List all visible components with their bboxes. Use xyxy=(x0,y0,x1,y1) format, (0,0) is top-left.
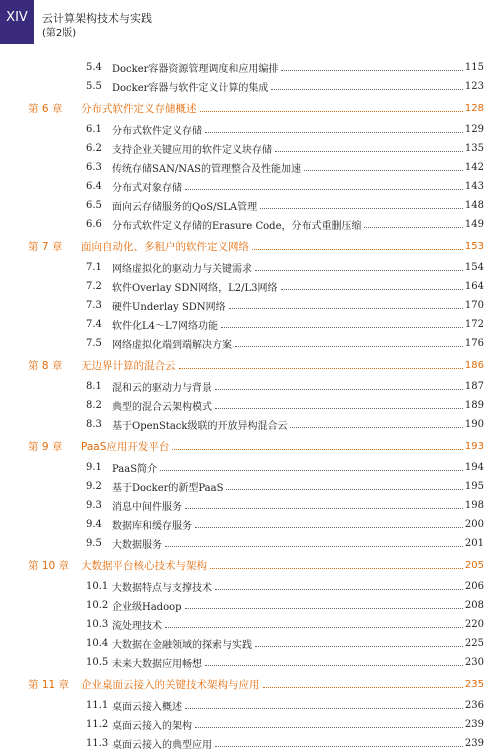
section-title: 桌面云接入的架构 xyxy=(112,721,192,732)
section-title: 大数据特点与支撑技术 xyxy=(112,583,212,594)
toc-entry-row xyxy=(0,577,500,596)
section-title: 基于OpenStack级联的开放异构混合云 xyxy=(112,421,288,432)
dot-leader xyxy=(290,427,462,428)
section-page: 148 xyxy=(464,200,484,211)
section-page: 172 xyxy=(464,319,484,330)
section-number: 5.4 xyxy=(86,62,102,73)
section-number: 9.3 xyxy=(86,500,102,511)
chapter-title: 无边界计算的混合云 xyxy=(81,359,176,372)
section-title: Docker容器与软件定义计算的集成 xyxy=(112,83,269,94)
section-title: 典型的混合云架构模式 xyxy=(112,402,212,413)
chapter-number: 第 11 章 xyxy=(28,678,70,691)
section-page: 230 xyxy=(464,657,484,668)
chapter-page: 193 xyxy=(464,440,484,452)
section-page: 198 xyxy=(464,500,484,511)
dot-leader xyxy=(185,708,463,709)
chapter-number: 第 7 章 xyxy=(28,240,63,253)
section-page: 225 xyxy=(464,638,484,649)
section-page: 149 xyxy=(464,219,484,230)
section-page: 195 xyxy=(464,481,484,492)
section-page: 236 xyxy=(464,700,484,711)
section-page: 190 xyxy=(464,419,484,430)
chapter-page: 186 xyxy=(464,359,484,371)
section-title: 大数据服务 xyxy=(112,540,162,551)
dot-leader xyxy=(281,289,463,290)
dot-leader xyxy=(364,227,462,228)
toc-entry-row xyxy=(0,258,500,277)
toc-entry-row xyxy=(0,515,500,534)
dot-leader xyxy=(275,151,463,152)
section-page: 239 xyxy=(464,738,484,749)
toc-entry-row xyxy=(0,58,500,77)
toc-chapter-row xyxy=(0,672,500,696)
book-title: 云计算架构技术与实践 xyxy=(42,12,152,25)
dot-leader xyxy=(210,568,463,569)
section-number: 6.4 xyxy=(86,181,102,192)
toc-entry-row xyxy=(0,696,500,715)
section-title: PaaS简介 xyxy=(112,464,158,475)
section-title: 分布式软件定义存储 xyxy=(112,126,202,137)
section-number: 7.2 xyxy=(86,281,102,292)
dot-leader xyxy=(215,389,463,390)
dot-leader xyxy=(160,470,463,471)
section-number: 9.5 xyxy=(86,538,102,549)
dot-leader xyxy=(215,408,463,409)
toc-chapter-row xyxy=(0,353,500,377)
dot-leader xyxy=(195,727,463,728)
section-title: Docker容器资源管理调度和应用编排 xyxy=(112,64,279,75)
section-number: 7.1 xyxy=(86,262,102,273)
dot-leader xyxy=(215,589,463,590)
dot-leader xyxy=(179,368,463,369)
dot-leader xyxy=(235,346,463,347)
section-title: 软件Overlay SDN网络，L2/L3网络 xyxy=(112,283,278,294)
section-title: 分布式对象存储 xyxy=(112,183,182,194)
dot-leader xyxy=(185,608,463,609)
section-number: 6.5 xyxy=(86,200,102,211)
section-number: 10.5 xyxy=(86,657,109,668)
section-page: 115 xyxy=(464,62,484,73)
section-page: 208 xyxy=(464,600,484,611)
section-title: 未来大数据应用畅想 xyxy=(112,659,202,670)
toc-entry-row xyxy=(0,120,500,139)
toc-entry-row xyxy=(0,715,500,734)
section-title: 传统存储SAN/NAS的管理整合及性能加速 xyxy=(112,164,302,175)
dot-leader xyxy=(226,489,462,490)
dot-leader xyxy=(229,308,463,309)
section-number: 10.3 xyxy=(86,619,109,630)
chapter-title: 分布式软件定义存储概述 xyxy=(81,102,197,115)
chapter-page: 235 xyxy=(464,678,484,690)
chapter-title: PaaS应用开发平台 xyxy=(81,440,170,453)
section-page: 189 xyxy=(464,400,484,411)
section-page: 187 xyxy=(464,381,484,392)
toc-entry-row xyxy=(0,634,500,653)
dot-leader xyxy=(205,665,463,666)
section-number: 10.2 xyxy=(86,600,109,611)
toc-entry-row xyxy=(0,196,500,215)
toc-entry-row xyxy=(0,596,500,615)
section-page: 129 xyxy=(464,124,484,135)
dot-leader xyxy=(185,508,463,509)
section-page: 143 xyxy=(464,181,484,192)
chapter-number: 第 9 章 xyxy=(28,440,63,453)
chapter-page: 128 xyxy=(464,102,484,114)
dot-leader xyxy=(172,449,463,450)
chapter-number: 第 10 章 xyxy=(28,559,70,572)
section-page: 220 xyxy=(464,619,484,630)
section-page: 176 xyxy=(464,338,484,349)
toc-entry-row xyxy=(0,458,500,477)
chapter-number: 第 8 章 xyxy=(28,359,63,372)
section-title: 桌面云接入的典型应用 xyxy=(112,740,212,751)
toc-chapter-row xyxy=(0,434,500,458)
section-number: 8.3 xyxy=(86,419,102,430)
section-title: 网络虚拟化端到端解决方案 xyxy=(112,340,232,351)
dot-leader xyxy=(260,208,463,209)
section-number: 7.3 xyxy=(86,300,102,311)
section-number: 9.4 xyxy=(86,519,102,530)
toc-entry-row xyxy=(0,296,500,315)
dot-leader xyxy=(165,627,463,628)
section-number: 10.4 xyxy=(86,638,109,649)
dot-leader xyxy=(263,687,463,688)
section-title: 软件化L4～L7网络功能 xyxy=(112,321,219,332)
section-title: 网络虚拟化的驱动力与关键需求 xyxy=(112,264,252,275)
chapter-page: 205 xyxy=(464,559,484,571)
section-page: 164 xyxy=(464,281,484,292)
dot-leader xyxy=(271,89,463,90)
chapter-title: 面向自动化、多租户的软件定义网络 xyxy=(81,240,249,253)
section-page: 200 xyxy=(464,519,484,530)
dot-leader xyxy=(195,527,463,528)
dot-leader xyxy=(221,327,463,328)
section-page: 201 xyxy=(464,538,484,549)
page-number: XIV xyxy=(6,10,28,25)
section-page: 194 xyxy=(464,462,484,473)
section-number: 8.1 xyxy=(86,381,102,392)
dot-leader xyxy=(200,111,463,112)
toc-entry-row xyxy=(0,534,500,553)
section-page: 135 xyxy=(464,143,484,154)
section-title: 消息中间件服务 xyxy=(112,502,182,513)
toc-entry-row xyxy=(0,315,500,334)
section-number: 9.2 xyxy=(86,481,102,492)
toc-entry-row xyxy=(0,77,500,96)
toc-chapter-row xyxy=(0,553,500,577)
section-number: 11.2 xyxy=(86,719,109,730)
section-number: 9.1 xyxy=(86,462,102,473)
toc-entry-row xyxy=(0,215,500,234)
section-number: 6.1 xyxy=(86,124,102,135)
toc-entry-row xyxy=(0,734,500,753)
section-number: 7.5 xyxy=(86,338,102,349)
dot-leader xyxy=(185,189,463,190)
section-title: 面向云存储服务的QoS/SLA管理 xyxy=(112,202,258,213)
section-page: 170 xyxy=(464,300,484,311)
section-number: 10.1 xyxy=(86,581,109,592)
toc-entry-row xyxy=(0,158,500,177)
chapter-page: 153 xyxy=(464,240,484,252)
toc-entry-row xyxy=(0,615,500,634)
toc-entry-row xyxy=(0,277,500,296)
toc-entry-row xyxy=(0,396,500,415)
dot-leader xyxy=(255,646,463,647)
section-title: 大数据在金融领域的探索与实践 xyxy=(112,640,252,651)
section-page: 206 xyxy=(464,581,484,592)
toc-entry-row xyxy=(0,477,500,496)
dot-leader xyxy=(304,170,463,171)
section-title: 分布式软件定义存储的Erasure Code，分布式重删压缩 xyxy=(112,221,362,232)
toc-entry-row xyxy=(0,139,500,158)
toc-entry-row xyxy=(0,415,500,434)
dot-leader xyxy=(205,132,463,133)
table-of-contents xyxy=(0,58,500,753)
toc-entry-row xyxy=(0,377,500,396)
toc-entry-row xyxy=(0,334,500,353)
chapter-number: 第 6 章 xyxy=(28,102,63,115)
section-title: 混和云的驱动力与背景 xyxy=(112,383,212,394)
page-header xyxy=(0,0,500,46)
chapter-title: 大数据平台核心技术与架构 xyxy=(81,559,207,572)
section-page: 154 xyxy=(464,262,484,273)
section-page: 123 xyxy=(464,81,484,92)
section-page: 239 xyxy=(464,719,484,730)
dot-leader xyxy=(215,746,463,747)
section-number: 6.2 xyxy=(86,143,102,154)
section-title: 基于Docker的新型PaaS xyxy=(112,483,224,494)
section-title: 数据库和缓存服务 xyxy=(112,521,192,532)
section-number: 5.5 xyxy=(86,81,102,92)
section-title: 硬件Underlay SDN网络 xyxy=(112,302,226,313)
section-number: 11.1 xyxy=(86,700,109,711)
dot-leader xyxy=(255,270,463,271)
section-title: 支持企业关键应用的软件定义块存储 xyxy=(112,145,272,156)
section-number: 6.6 xyxy=(86,219,102,230)
dot-leader xyxy=(165,546,463,547)
toc-entry-row xyxy=(0,653,500,672)
page-number-badge xyxy=(0,0,34,44)
section-number: 6.3 xyxy=(86,162,102,173)
dot-leader xyxy=(252,249,463,250)
section-page: 142 xyxy=(464,162,484,173)
toc-entry-row xyxy=(0,177,500,196)
toc-chapter-row xyxy=(0,96,500,120)
section-title: 桌面云接入概述 xyxy=(112,702,182,713)
dot-leader xyxy=(281,70,463,71)
section-number: 8.2 xyxy=(86,400,102,411)
book-edition: (第2版) xyxy=(42,28,77,39)
toc-entry-row xyxy=(0,496,500,515)
section-title: 流处理技术 xyxy=(112,621,162,632)
toc-chapter-row xyxy=(0,234,500,258)
section-number: 11.3 xyxy=(86,738,109,749)
section-title: 企业级Hadoop xyxy=(112,602,182,613)
section-number: 7.4 xyxy=(86,319,102,330)
chapter-title: 企业桌面云接入的关键技术架构与应用 xyxy=(81,678,260,691)
